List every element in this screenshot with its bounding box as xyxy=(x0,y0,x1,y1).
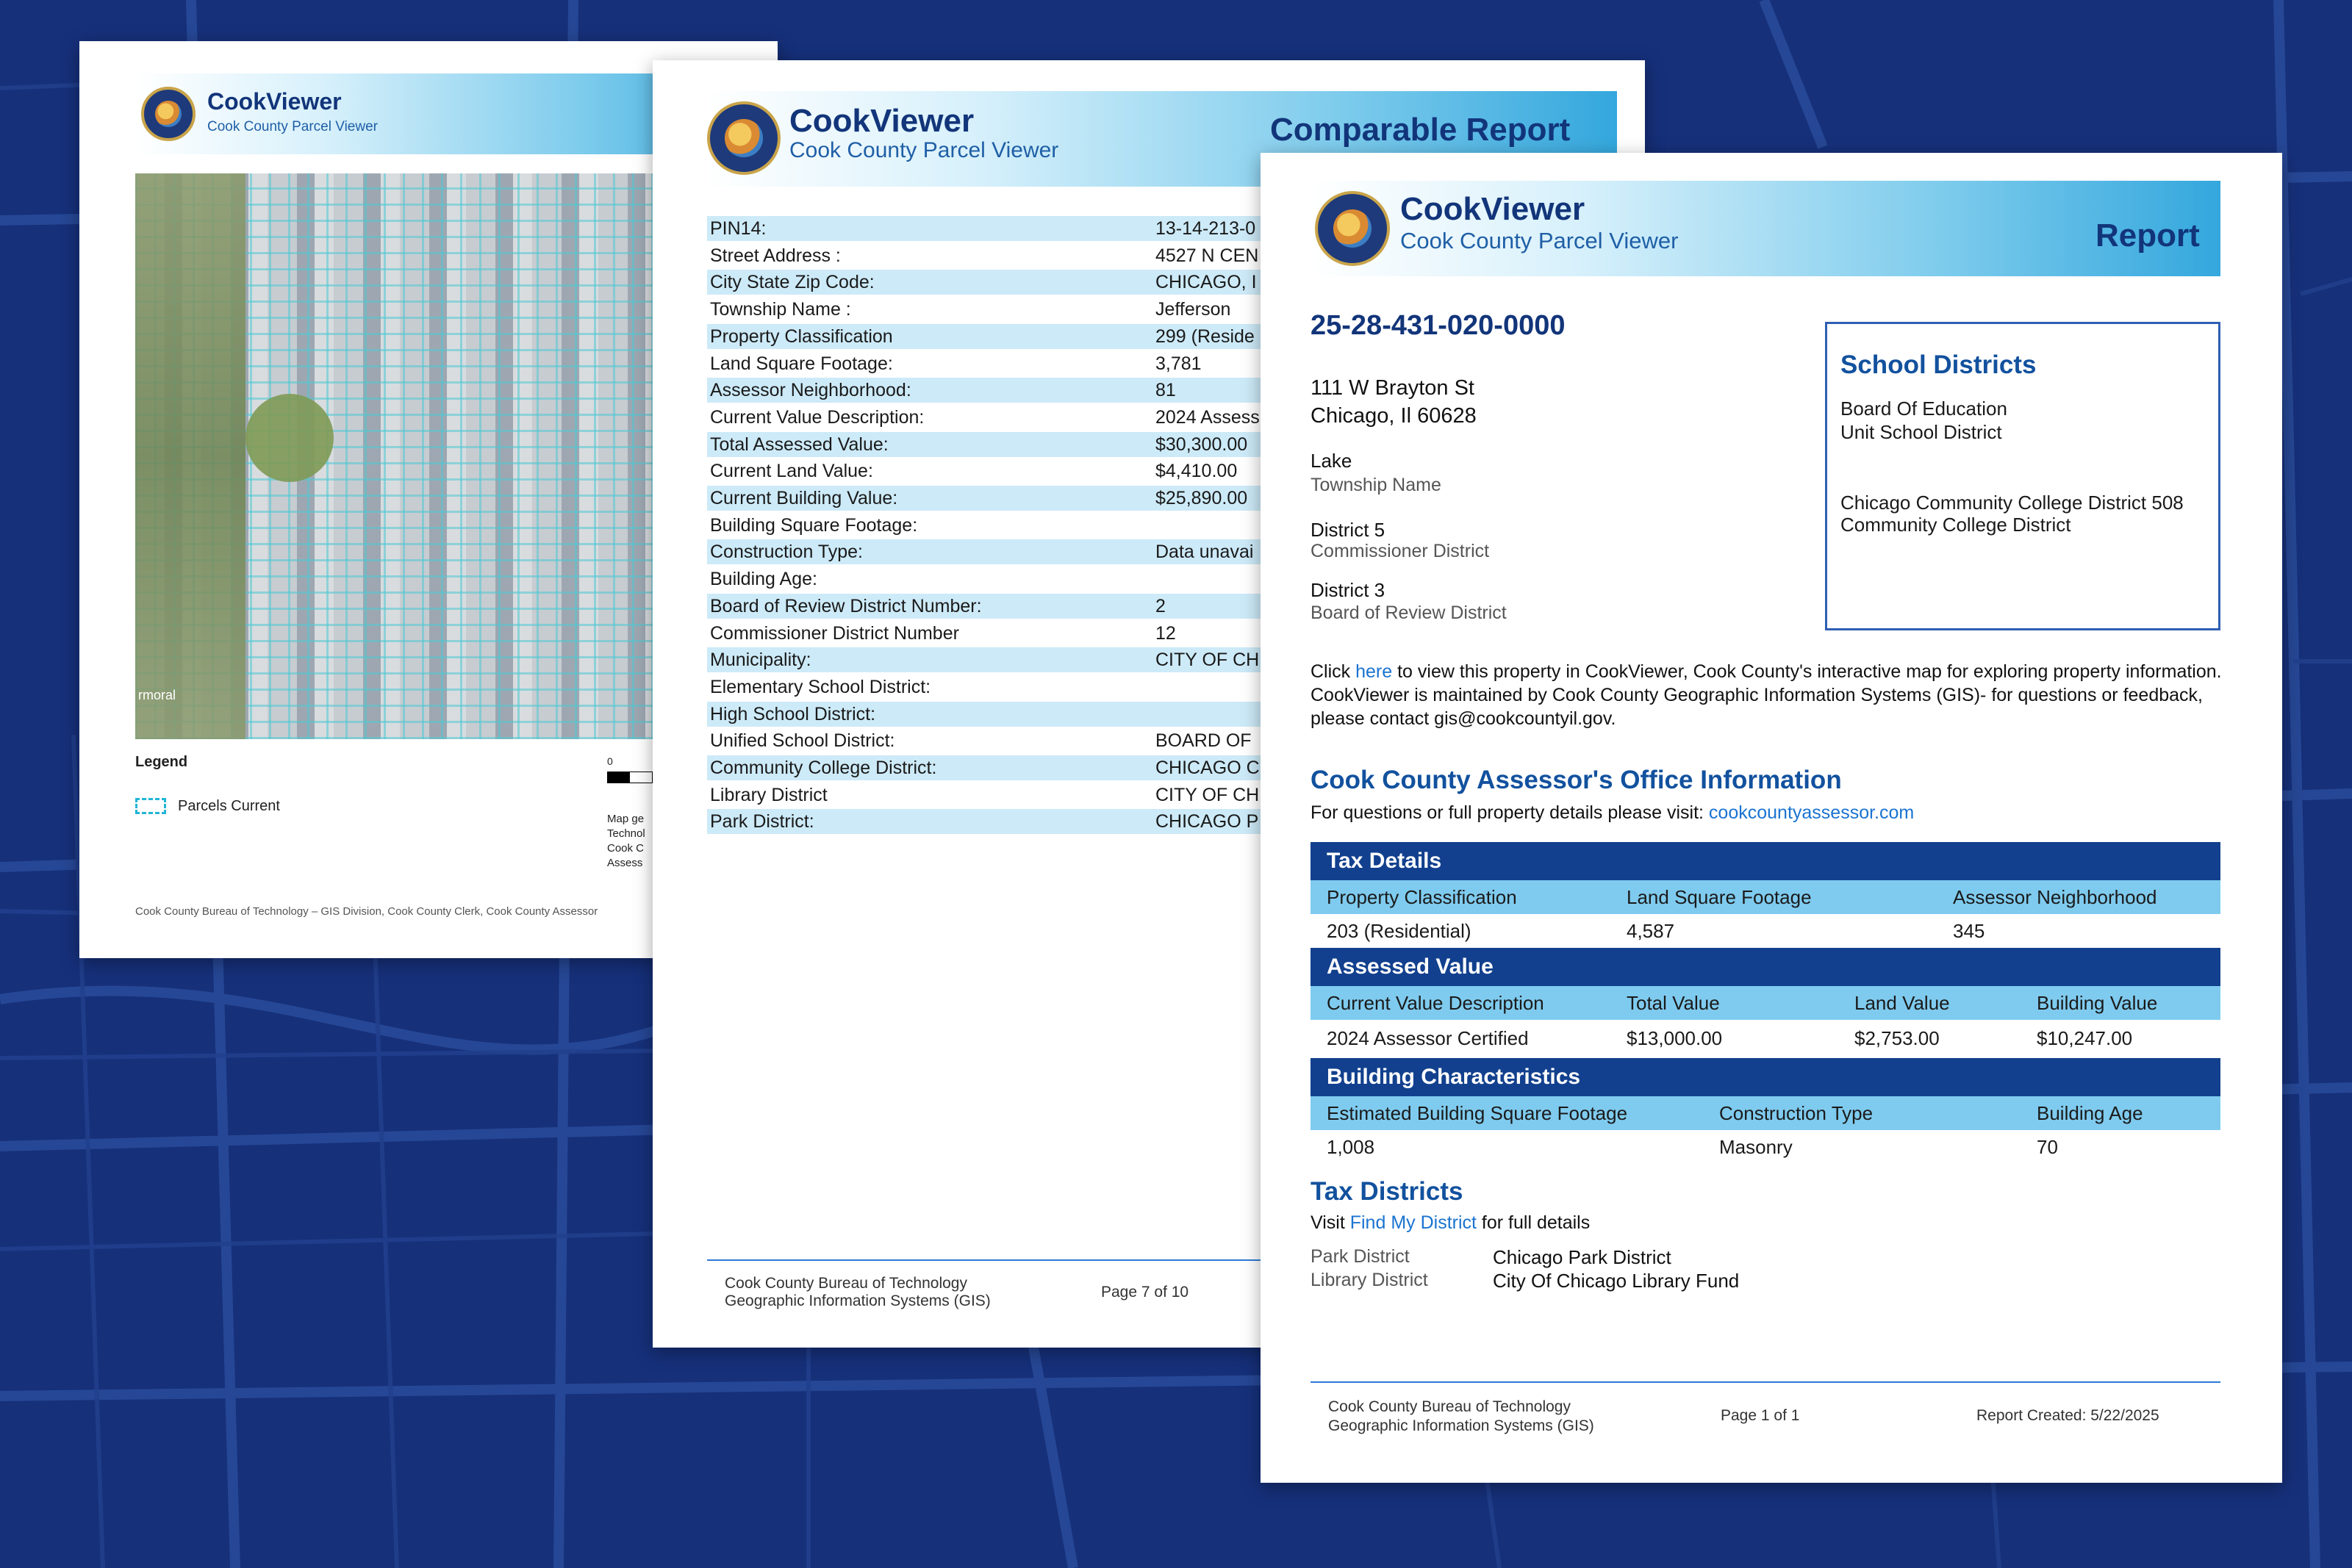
comparable-row-value: CHICAGO P xyxy=(1155,811,1259,832)
map-credits: Cook County Bureau of Technology – GIS Division, Cook County Clerk, Cook County Assessor xyxy=(135,905,598,918)
review-label: Board of Review District xyxy=(1311,603,1507,623)
school-2-label: Community College District xyxy=(1840,514,2071,536)
footer-org-line-2: Geographic Information Systems (GIS) xyxy=(1328,1417,1594,1434)
address-line-1: 111 W Brayton St xyxy=(1311,376,1474,400)
school-2-value: Chicago Community College District 508 xyxy=(1840,492,2184,514)
comparable-row-value: 2024 Assess xyxy=(1155,407,1260,428)
comparable-row-label: Commissioner District Number xyxy=(710,623,959,644)
val-current-value-description: 2024 Assessor Certified xyxy=(1327,1027,1529,1049)
brand-subtitle: Cook County Parcel Viewer xyxy=(789,138,1059,162)
tax-details-header xyxy=(1311,842,2220,880)
township-value: Lake xyxy=(1311,450,1352,472)
col-current-value-description: Current Value Description xyxy=(1327,992,1544,1014)
comparable-row-label: Current Building Value: xyxy=(710,488,898,508)
col-building-value: Building Value xyxy=(2037,992,2158,1014)
comparable-row-value: 299 (Reside xyxy=(1155,326,1255,347)
cook-county-seal-logo xyxy=(707,101,781,175)
school-1-value: Board Of Education xyxy=(1840,398,2007,420)
val-property-classification: 203 (Residential) xyxy=(1327,920,1471,942)
map-note-line-1: Map ge xyxy=(607,813,645,825)
tax-details-title: Tax Details xyxy=(1327,849,1442,873)
val-estimated-building-sqft: 1,008 xyxy=(1327,1136,1375,1158)
cookviewer-info-paragraph xyxy=(1311,660,2222,730)
park-district-value: Chicago Park District xyxy=(1493,1246,1671,1268)
scale-bar-zero: 0 xyxy=(607,755,613,767)
comparable-row-label: Property Classification xyxy=(710,326,893,347)
comparable-row-label: Community College District: xyxy=(710,758,937,778)
school-districts-box xyxy=(1825,322,2220,630)
map-note-line-3: Cook C xyxy=(607,842,645,855)
brand-subtitle: Cook County Parcel Viewer xyxy=(207,119,378,134)
val-assessor-neighborhood: 345 xyxy=(1953,920,1985,942)
comparable-row-label: Board of Review District Number: xyxy=(710,596,982,616)
comparable-row-value: BOARD OF xyxy=(1155,730,1252,751)
comparable-row-value: 13-14-213-0 xyxy=(1155,218,1256,239)
comparable-row-label: Elementary School District: xyxy=(710,677,931,697)
address-line-2: Chicago, Il 60628 xyxy=(1311,404,1477,428)
comparable-row-label: Construction Type: xyxy=(710,542,863,562)
comparable-row-value: CHICAGO C xyxy=(1155,758,1260,778)
footer-org-line-1: Cook County Bureau of Technology xyxy=(1328,1398,1571,1415)
brand-title: CookViewer xyxy=(789,103,975,139)
footer-org-line-1: Cook County Bureau of Technology xyxy=(725,1275,967,1292)
map-circular-park xyxy=(245,394,334,482)
tax-details-columns xyxy=(1311,880,2220,914)
brand-subtitle: Cook County Parcel Viewer xyxy=(1400,228,1679,253)
click-prefix: Click xyxy=(1311,661,1356,682)
cook-county-seal-logo xyxy=(1315,191,1390,266)
report-title: Comparable Report xyxy=(1270,112,1571,148)
comparable-row-value: 4527 N CEN xyxy=(1155,245,1259,266)
school-1-label: Unit School District xyxy=(1840,421,2002,443)
assessed-value-values xyxy=(1311,1021,2220,1055)
comparable-row-value: 2 xyxy=(1155,596,1166,616)
comparable-row-label: Building Square Footage: xyxy=(710,515,918,536)
building-characteristics-values xyxy=(1311,1130,2220,1164)
property-report-page xyxy=(1261,153,2282,1483)
tax-details-values xyxy=(1311,914,2220,948)
col-land-square-footage: Land Square Footage xyxy=(1627,886,1812,908)
review-value: District 3 xyxy=(1311,579,1385,601)
park-district-label: Park District xyxy=(1311,1246,1410,1267)
comparable-row-value: CITY OF CH xyxy=(1155,650,1260,670)
map-note-line-2: Technol xyxy=(607,827,645,840)
footer-page-number: Page 7 of 10 xyxy=(1101,1284,1189,1301)
comparable-row-value: 3,781 xyxy=(1155,353,1202,374)
col-construction-type: Construction Type xyxy=(1719,1102,1874,1124)
comparable-row-label: Park District: xyxy=(710,811,814,832)
val-building-value: $10,247.00 xyxy=(2037,1027,2133,1049)
find-district-line xyxy=(1311,1211,1590,1234)
building-characteristics-header xyxy=(1311,1058,2220,1096)
comparable-row-value: CHICAGO, I xyxy=(1155,272,1257,292)
comparable-row-label: High School District: xyxy=(710,704,876,724)
assessor-info-line xyxy=(1311,801,1914,824)
township-label: Township Name xyxy=(1311,475,1441,495)
val-construction-type: Masonry xyxy=(1719,1136,1793,1158)
pin-number: 25-28-431-020-0000 xyxy=(1311,310,1566,341)
footer-report-created: Report Created: 5/22/2025 xyxy=(1976,1407,2159,1424)
val-land-square-footage: 4,587 xyxy=(1627,920,1675,942)
legend-item-label: Parcels Current xyxy=(178,798,280,814)
col-building-age: Building Age xyxy=(2037,1102,2143,1124)
brand-title: CookViewer xyxy=(1400,191,1585,227)
cook-county-seal-logo xyxy=(141,87,196,141)
val-land-value: $2,753.00 xyxy=(1854,1027,1940,1049)
comparable-row-label: Current Value Description: xyxy=(710,407,925,428)
map-note-line-4: Assess xyxy=(607,857,643,869)
footer-org-line-2: Geographic Information Systems (GIS) xyxy=(725,1292,991,1309)
assessed-value-columns xyxy=(1311,986,2220,1020)
col-land-value: Land Value xyxy=(1854,992,1950,1014)
school-districts-title: School Districts xyxy=(1840,350,2037,379)
comparable-row-value: $25,890.00 xyxy=(1155,488,1248,508)
comparable-row-label: PIN14: xyxy=(710,218,767,239)
comparable-row-label: Municipality: xyxy=(710,650,811,670)
commissioner-value: District 5 xyxy=(1311,519,1385,541)
map-park-area xyxy=(135,173,245,739)
comparable-row-label: Assessor Neighborhood: xyxy=(710,380,911,400)
comparable-row-label: Township Name : xyxy=(710,299,851,320)
building-characteristics-title: Building Characteristics xyxy=(1327,1065,1581,1089)
footer-page-number: Page 1 of 1 xyxy=(1721,1407,1800,1424)
assessor-text: For questions or full property details please visit: xyxy=(1311,802,1709,823)
comparable-row-label: Library District xyxy=(710,785,828,805)
comparable-row-label: Street Address : xyxy=(710,245,841,266)
tax-districts-heading: Tax Districts xyxy=(1311,1177,1463,1206)
comparable-row-value: CITY OF CH xyxy=(1155,785,1260,805)
val-total-value: $13,000.00 xyxy=(1627,1027,1723,1049)
comparable-row-value: 12 xyxy=(1155,623,1176,644)
building-characteristics-columns xyxy=(1311,1096,2220,1130)
footer-divider xyxy=(1311,1381,2220,1383)
legend-title: Legend xyxy=(135,754,188,770)
comparable-row-label: Building Age: xyxy=(710,569,817,589)
comparable-row-value: $4,410.00 xyxy=(1155,461,1238,481)
comparable-row-label: Current Land Value: xyxy=(710,461,873,481)
assessor-website-link[interactable]: cookcountyassessor.com xyxy=(1708,802,1915,823)
col-property-classification: Property Classification xyxy=(1327,886,1517,908)
click-suffix: to view this property in CookViewer, Cook County's interactive map for exploring property information. CookViewer is maintained by Cook County Geographic Information Systems (GIS)- for questions or feedback, please contact gis@cookcountyil.gov. xyxy=(1311,661,2222,729)
assessor-section-heading: Cook County Assessor's Office Information xyxy=(1311,766,1842,794)
library-district-label: Library District xyxy=(1311,1270,1428,1290)
library-district-value: City Of Chicago Library Fund xyxy=(1493,1270,1740,1292)
comparable-row-value: $30,300.00 xyxy=(1155,434,1248,455)
aerial-parcel-map[interactable] xyxy=(135,173,723,739)
col-estimated-building-sqft: Estimated Building Square Footage xyxy=(1327,1102,1628,1124)
cookviewer-here-link[interactable]: here xyxy=(1355,661,1393,682)
assessed-value-title: Assessed Value xyxy=(1327,954,1494,979)
val-building-age: 70 xyxy=(2037,1136,2058,1158)
comparable-row-value: Data unavai xyxy=(1155,542,1254,562)
col-assessor-neighborhood: Assessor Neighborhood xyxy=(1953,886,2157,908)
visit-suffix: for full details xyxy=(1476,1212,1591,1233)
map-corner-label: rmoral xyxy=(138,688,176,702)
assessed-value-header xyxy=(1311,948,2220,986)
report-title: Report xyxy=(2095,217,2200,253)
col-total-value: Total Value xyxy=(1627,992,1720,1014)
commissioner-label: Commissioner District xyxy=(1311,541,1490,561)
brand-title: CookViewer xyxy=(207,88,342,115)
find-my-district-link[interactable]: Find My District xyxy=(1349,1212,1477,1233)
comparable-row-value: Jefferson xyxy=(1155,299,1231,320)
visit-prefix: Visit xyxy=(1311,1212,1350,1233)
comparable-row-label: City State Zip Code: xyxy=(710,272,875,292)
comparable-row-label: Unified School District: xyxy=(710,730,895,751)
comparable-row-label: Total Assessed Value: xyxy=(710,434,889,455)
comparable-row-value: 81 xyxy=(1155,380,1176,400)
comparable-row-label: Land Square Footage: xyxy=(710,353,893,374)
parcel-legend-swatch-icon xyxy=(135,798,166,814)
